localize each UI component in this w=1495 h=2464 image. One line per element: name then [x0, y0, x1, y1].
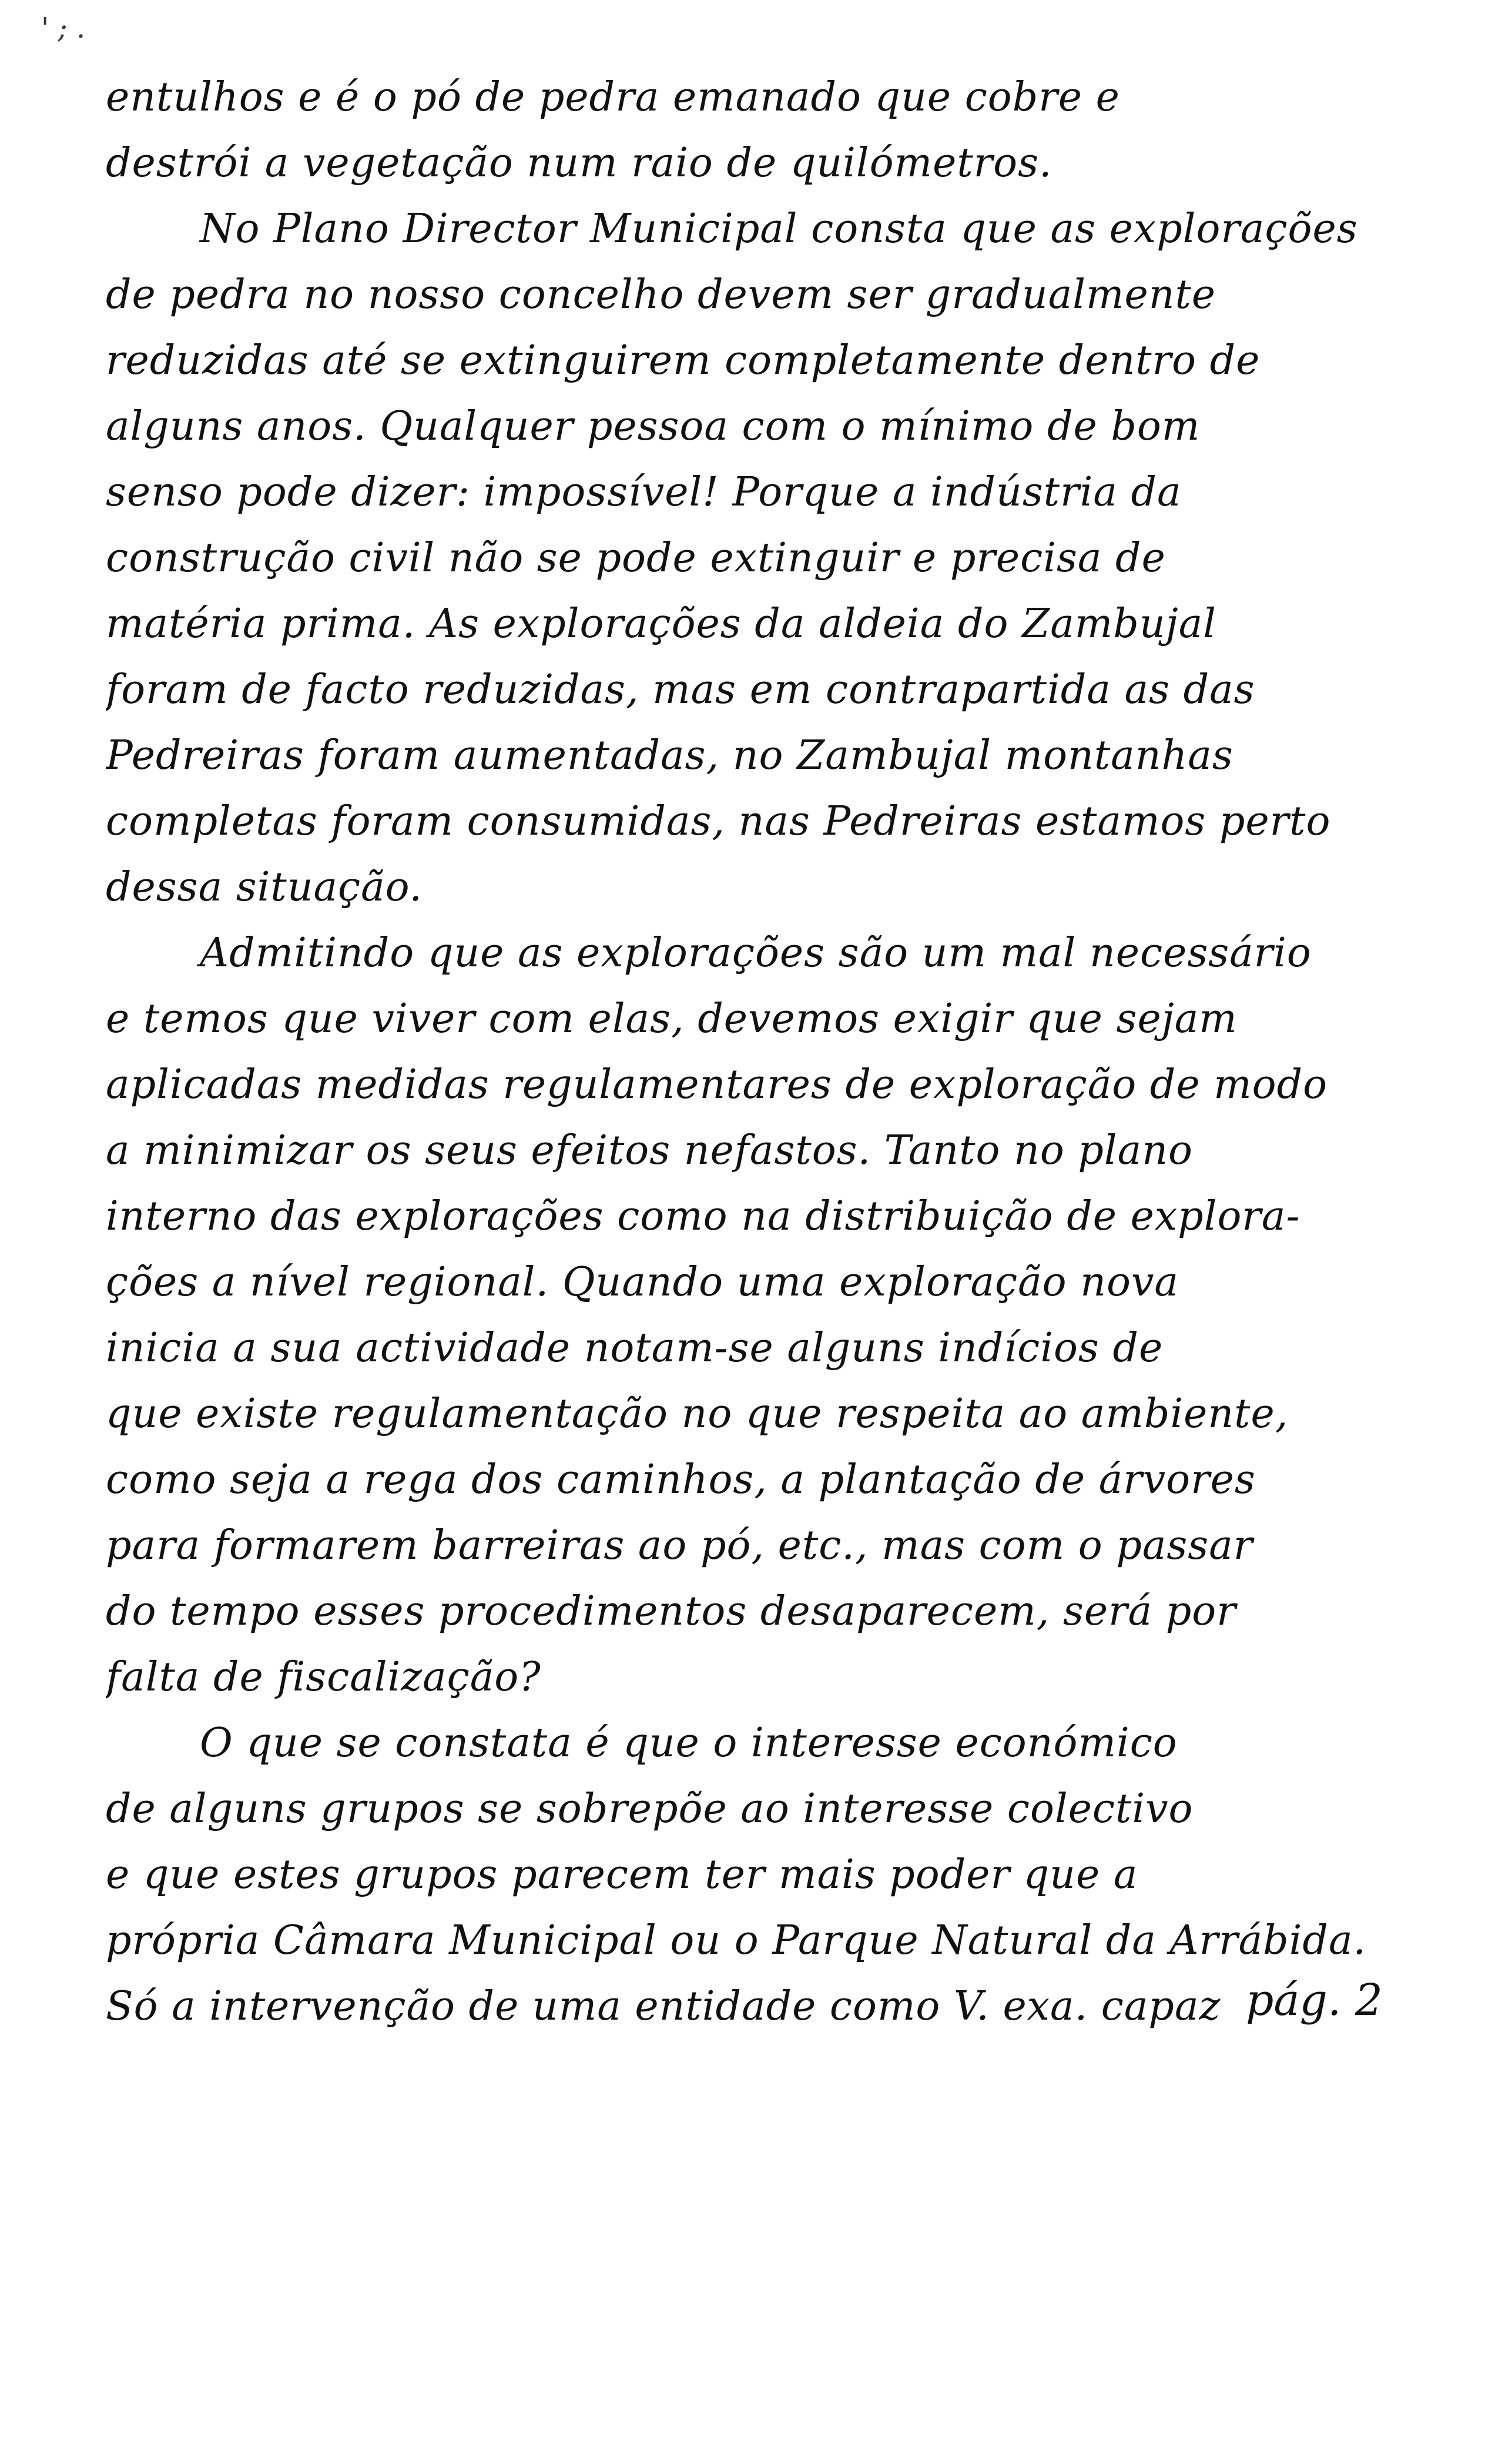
text-line: senso pode dizer: impossível! Porque a indústria da	[106, 469, 1182, 515]
text-line: destrói a vegetação num raio de quilómetros.	[106, 140, 1052, 186]
text-line: alguns anos. Qualquer pessoa com o mínimo de bom	[106, 403, 1201, 450]
text-line: No Plano Director Municipal consta que as explorações	[200, 206, 1358, 252]
paragraph	[106, 1710, 1422, 2040]
page-number: pág. 2	[1246, 1975, 1383, 2026]
text-line: ções a nível regional. Quando uma exploração nova	[106, 1259, 1179, 1305]
text-line: Pedreiras foram aumentadas, no Zambujal montanhas	[106, 732, 1233, 779]
paragraph	[106, 196, 1422, 920]
text-line: própria Câmara Municipal ou o Parque Natural da Arrábida.	[106, 1917, 1367, 1964]
text-line: Admitindo que as explorações são um mal necessário	[200, 930, 1312, 976]
text-line: falta de fiscalização?	[106, 1654, 541, 1700]
text-line: O que se constata é que o interesse económico	[200, 1720, 1178, 1766]
paragraph	[106, 65, 1422, 196]
text-line: como seja a rega dos caminhos, a plantação de árvores	[106, 1457, 1256, 1503]
text-line: aplicadas medidas regulamentares de exploração de modo	[106, 1062, 1328, 1108]
text-line: dessa situação.	[106, 864, 423, 910]
text-line: foram de facto reduzidas, mas em contrapartida as das	[106, 667, 1255, 713]
text-line: entulhos e é o pó de pedra emanado que cobre e	[106, 74, 1120, 120]
text-line: reduzidas até se extinguirem completamente dentro de	[106, 337, 1261, 384]
text-line: matéria prima. As explorações da aldeia do Zambujal	[106, 601, 1216, 647]
text-line: Só a intervenção de uma entidade como V. exa. capaz	[106, 1983, 1221, 2030]
text-line: do tempo esses procedimentos desaparecem, será por	[106, 1588, 1236, 1635]
text-line: completas foram consumidas, nas Pedreiras estamos perto	[106, 798, 1331, 845]
handwritten-text	[106, 65, 1422, 2040]
corner-marks: ' ; .	[41, 12, 86, 45]
text-line: construção civil não se pode extinguir e precisa de	[106, 535, 1166, 581]
text-line: de pedra no nosso concelho devem ser gradualmente	[106, 272, 1216, 318]
text-line: a minimizar os seus efeitos nefastos. Tanto no plano	[106, 1127, 1193, 1174]
text-line: para formarem barreiras ao pó, etc., mas com o passar	[106, 1522, 1253, 1569]
text-line: e temos que viver com elas, devemos exigir que sejam	[106, 996, 1238, 1042]
text-line: que existe regulamentação no que respeita ao ambiente,	[106, 1391, 1289, 1437]
text-line: inicia a sua actividade notam-se alguns indícios de	[106, 1325, 1164, 1371]
text-line: interno das explorações como na distribuição de explora-	[106, 1193, 1300, 1240]
text-line: e que estes grupos parecem ter mais poder que a	[106, 1852, 1138, 1898]
paragraph	[106, 920, 1422, 1710]
text-line: de alguns grupos se sobrepõe ao interesse colectivo	[106, 1786, 1194, 1832]
